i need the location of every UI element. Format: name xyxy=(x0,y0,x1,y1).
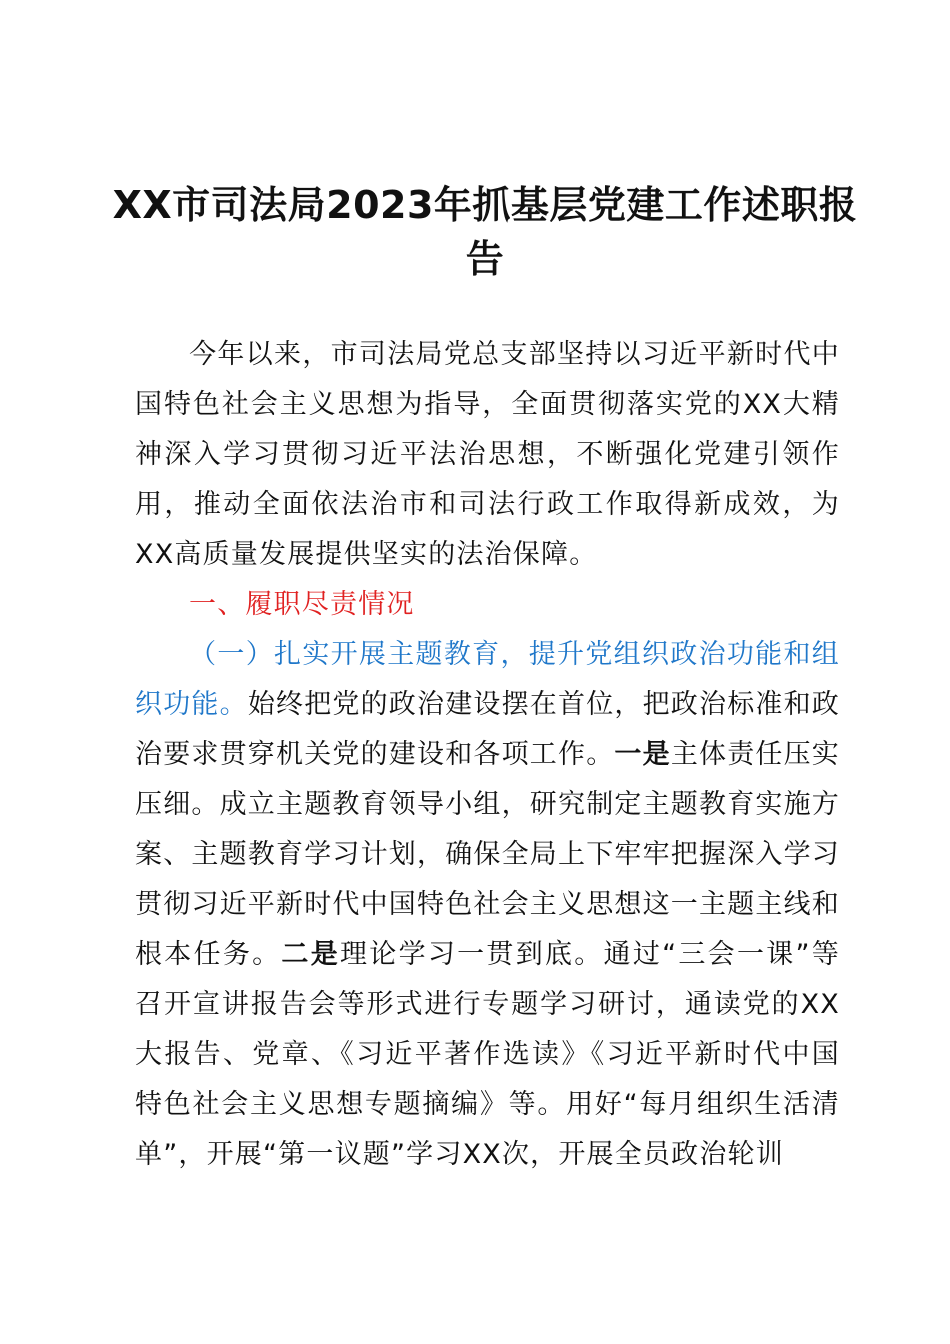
document-title xyxy=(100,178,870,286)
subsection-paragraph xyxy=(135,630,840,1180)
subsection-text-3: 理论学习一贯到底。通过“三会一课”等召开宣讲报告会等形式进行专题学习研讨，通读党的XX大报告、党章、《习近平著作选读》《习近平新时代中国特色社会主义思想专题摘编》等。用好“每月组织生活清单”，开展“第一议题”学习XX次，开展全员政治轮训 xyxy=(135,939,841,1170)
item-marker-1: 一是 xyxy=(614,739,671,770)
intro-paragraph xyxy=(135,330,840,580)
section-heading-paragraph xyxy=(135,580,840,630)
subsection-text-1: 始终把党的政治建设摆在首位，把政治标准和政治要求贯穿机关党的建设和各项工作。 xyxy=(135,689,841,770)
item-marker-2: 二是 xyxy=(281,939,340,970)
subsection-text-2: 主体责任压实压细。成立主题教育领导小组，研究制定主题教育实施方案、主题教育学习计划，确保全局上下牢牢把握深入学习贯彻习近平新时代中国特色社会主义思想这一主题主线和根本任务。 xyxy=(135,739,841,970)
subsection-heading: （一）扎实开展主题教育，提升党组织政治功能和组织功能。 xyxy=(135,639,840,720)
intro-text: 今年以来，市司法局党总支部坚持以习近平新时代中国特色社会主义思想为指导，全面贯彻落实党的XX大精神深入学习贯彻习近平法治思想，不断强化党建引领作用，推动全面依法治市和司法行政工作取得新成效，为XX高质量发展提供坚实的法治保障。 xyxy=(135,339,840,570)
section-heading: 一、履职尽责情况 xyxy=(189,589,415,620)
title-line-2: 告 xyxy=(465,237,505,281)
title-line-1: XX市司法局2023年抓基层党建工作述职报 xyxy=(112,183,858,227)
